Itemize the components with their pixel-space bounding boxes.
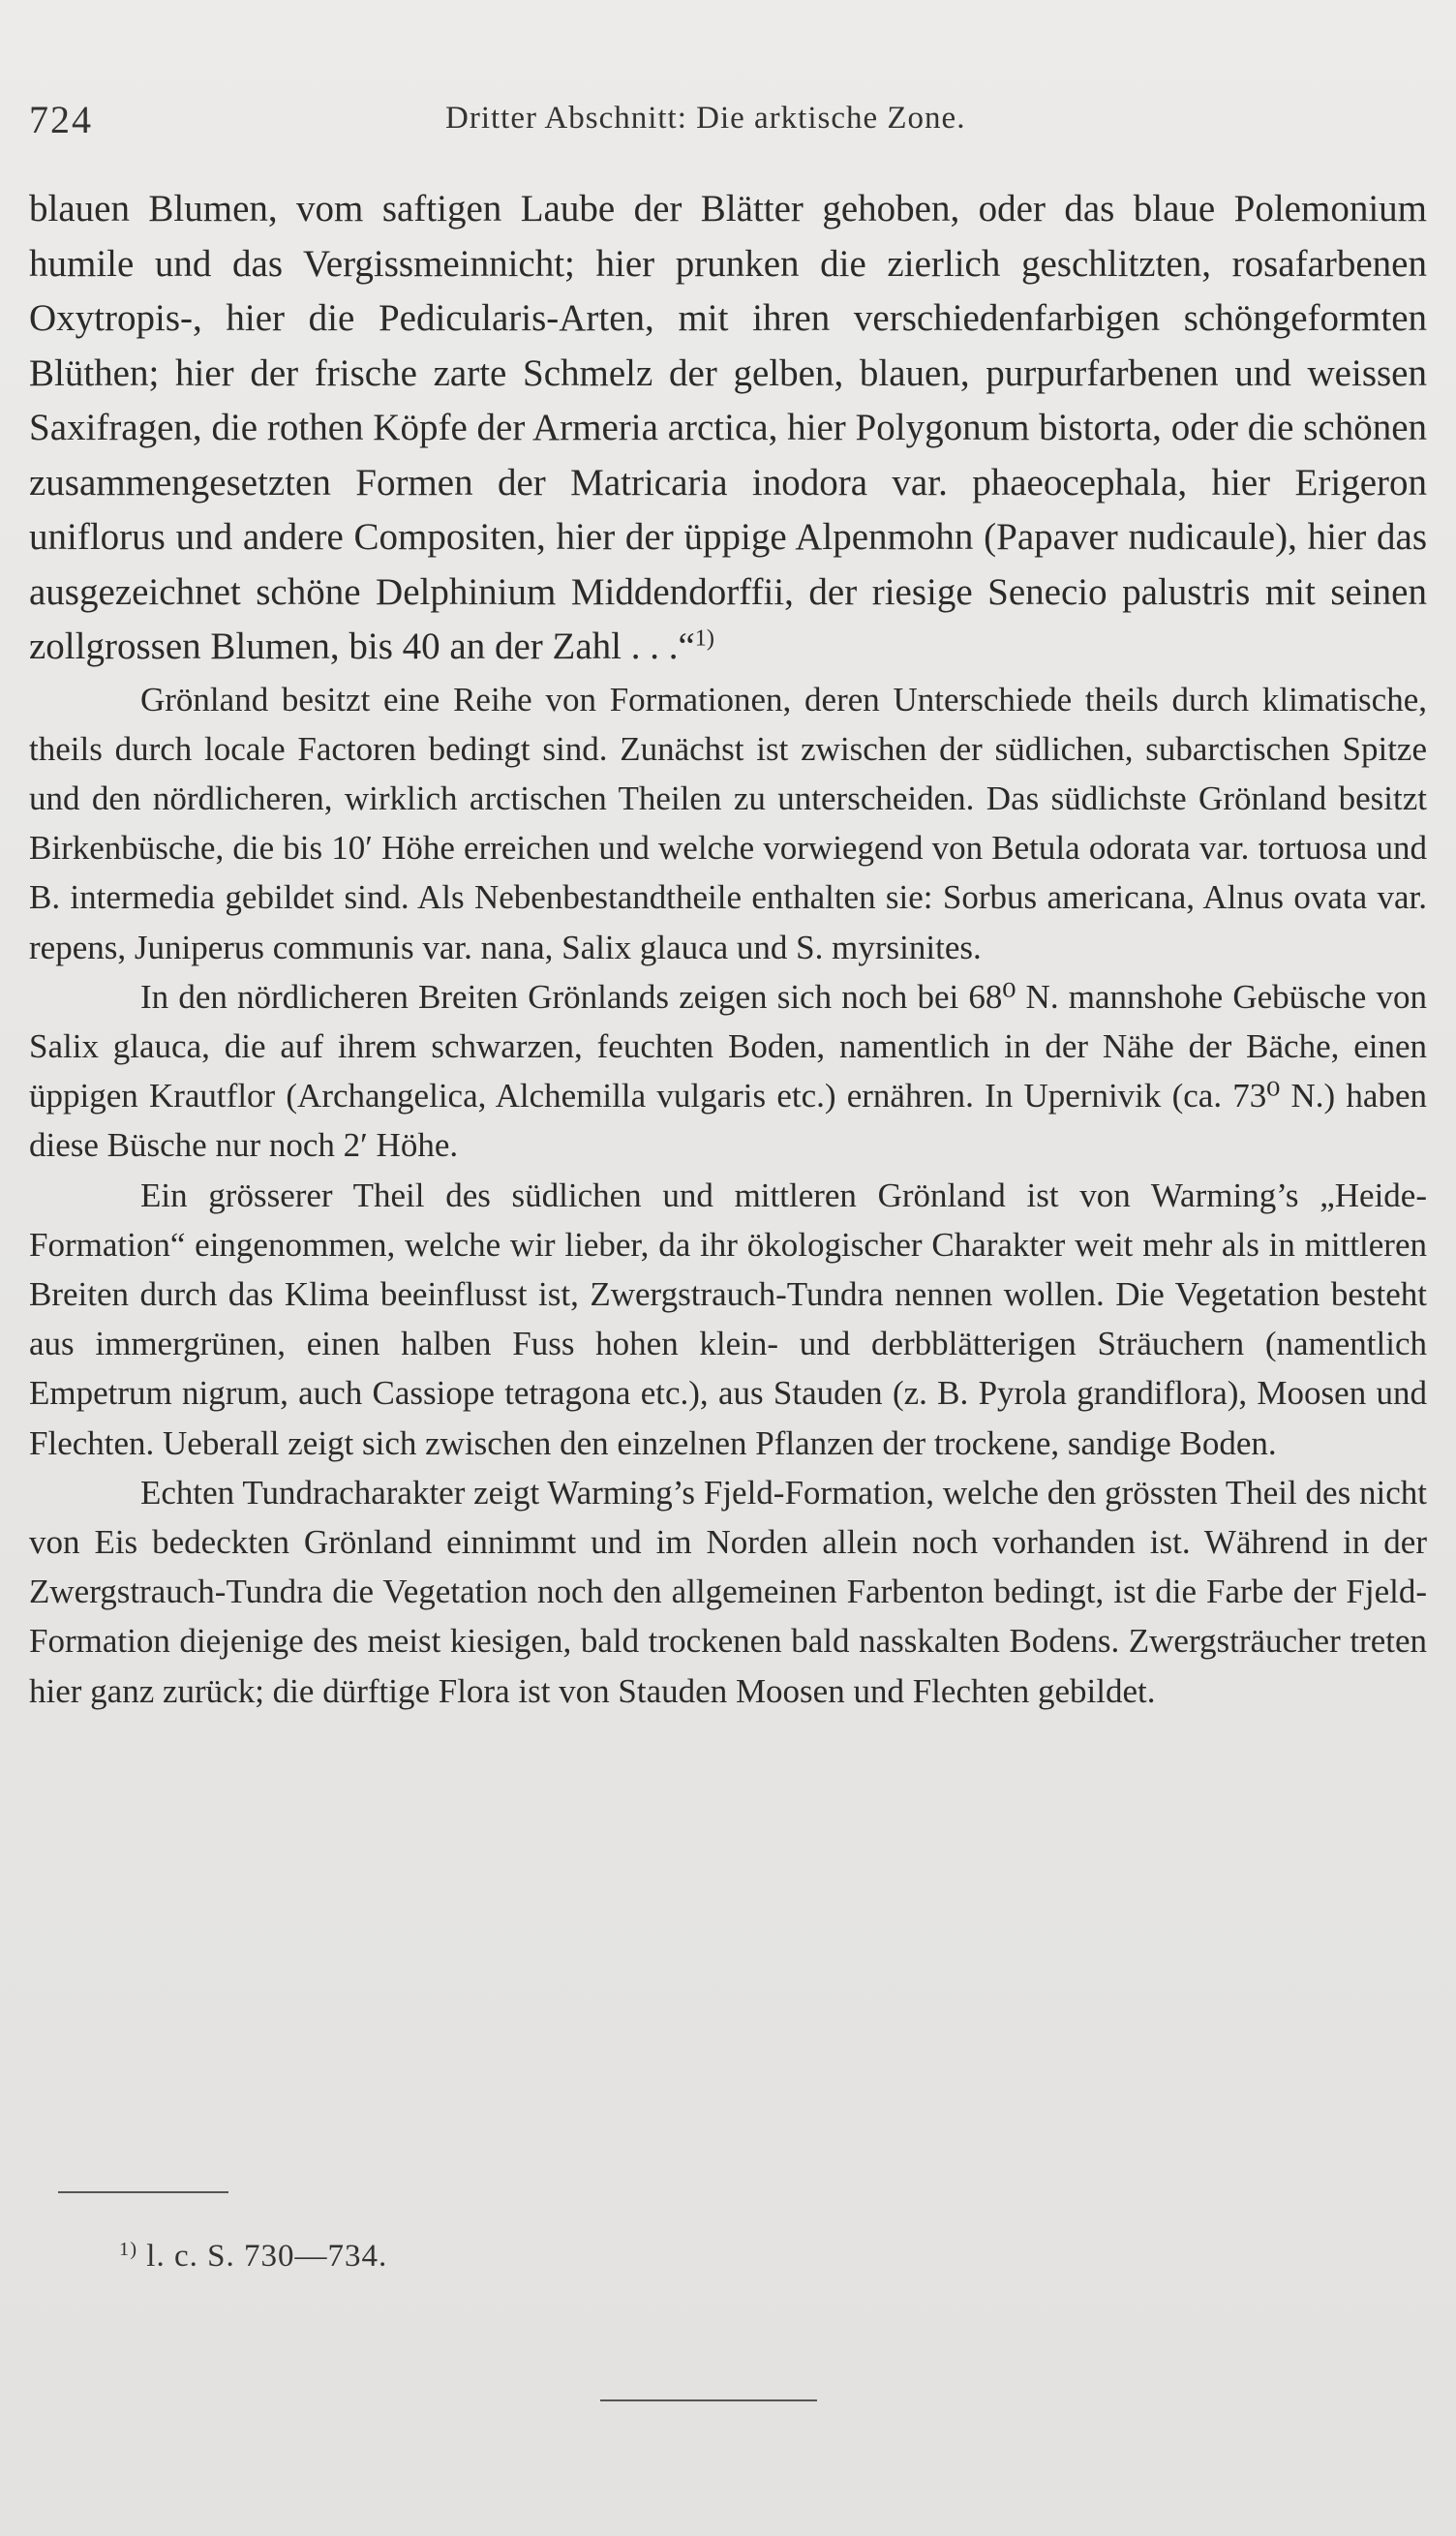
footnote-divider <box>58 2191 228 2193</box>
paragraph-1-text: blauen Blumen, vom saftigen Laube der Blätter gehoben, oder das blaue Polemonium humile und das Vergissmeinnicht; hier prunken die zierlich geschlitzten, rosafarbenen Oxytropis-, hier die Pedicularis-Arten, mit ihren verschiedenfarbigen schöngeformten Blüthen; hier der frische zarte Schmelz der gelben, blauen, purpurfarbenen und weissen Saxifragen, die rothen Köpfe der Armeria arctica, hier Polygonum bistorta, oder die schönen zusammengesetzten Formen der Matricaria inodora var. phaeocephala, hier Erigeron uniflorus und andere Compositen, hier der üppige Alpenmohn (Papaver nudicaule), hier das ausgezeichnet schöne Delphinium Middendorffii, der riesige Senecio palustris mit seinen zollgrossen Blumen, bis 40 an der Zahl . . .“ <box>29 188 1427 667</box>
paragraph-1 <box>29 182 1427 675</box>
footnote-reference: 1) <box>694 625 714 652</box>
footnote-marker: 1) <box>119 2238 138 2260</box>
paragraph-4: Ein grösserer Theil des südlichen und mittleren Grönland ist von Warming’s „Heide-Formation“ eingenommen, welche wir lieber, da ihr ökologischer Charakter weit mehr als in mittleren Breiten durch das Klima beeinflusst ist, Zwergstrauch-Tundra nennen wollen. Die Vegetation besteht aus immergrünen, einen halben Fuss hohen klein- und derbblätterigen Sträuchern (namentlich Empetrum nigrum, auch Cassiope tetragona etc.), aus Stauden (z. B. Pyrola grandiflora), Moosen und Flechten. Ueberall zeigt sich zwischen den einzelnen Pflanzen der trockene, sandige Boden. <box>29 1176 1427 1462</box>
paragraph-3: In den nördlicheren Breiten Grönlands zeigen sich noch bei 68⁰ N. mannshohe Gebüsche von Salix glauca, die auf ihrem schwarzen, feuchten Boden, namentlich in der Nähe der Bäche, einen üppigen Krautflor (Archangelica, Alchemilla vulgaris etc.) ernähren. In Upernivik (ca. 73⁰ N.) haben diese Büsche nur noch 2′ Höhe. <box>29 977 1427 1165</box>
running-title: Dritter Abschnitt: Die arktische Zone. <box>445 101 966 136</box>
body-text <box>29 182 1427 1716</box>
footnote <box>119 2239 387 2275</box>
footnote-text: l. c. S. 730—734. <box>146 2239 388 2274</box>
page-number: 724 <box>29 98 93 141</box>
running-head <box>29 97 1423 155</box>
paragraph-5: Echten Tundracharakter zeigt Warming’s Fjeld-Formation, welche den grössten Theil des nicht von Eis bedeckten Grönland einnimmt und im Norden allein noch vorhanden ist. Während in der Zwergstrauch-Tundra die Vegetation noch den allgemeinen Farbenton bedingt, ist die Farbe der Fjeld-Formation diejenige des meist kiesigen, bald trockenen bald nasskalten Bodens. Zwergsträucher treten hier ganz zurück; die dürftige Flora ist von Stauden Moosen und Flechten gebildet. <box>29 1473 1427 1710</box>
page-end-rule <box>600 2399 817 2401</box>
paragraph-2: Grönland besitzt eine Reihe von Formationen, deren Unterschiede theils durch klimatische, theils durch locale Factoren bedingt sind. Zunächst ist zwischen der südlichen, subarctischen Spitze und den nördlicheren, wirklich arctischen Theilen zu unterscheiden. Das südlichste Grönland besitzt Birkenbüsche, die bis 10′ Höhe erreichen und welche vorwiegend von Betula odorata var. tortuosa und B. intermedia gebildet sind. Als Nebenbestandtheile enthalten sie: Sorbus americana, Alnus ovata var. repens, Juniperus communis var. nana, Salix glauca und S. myrsinites. <box>29 680 1427 966</box>
